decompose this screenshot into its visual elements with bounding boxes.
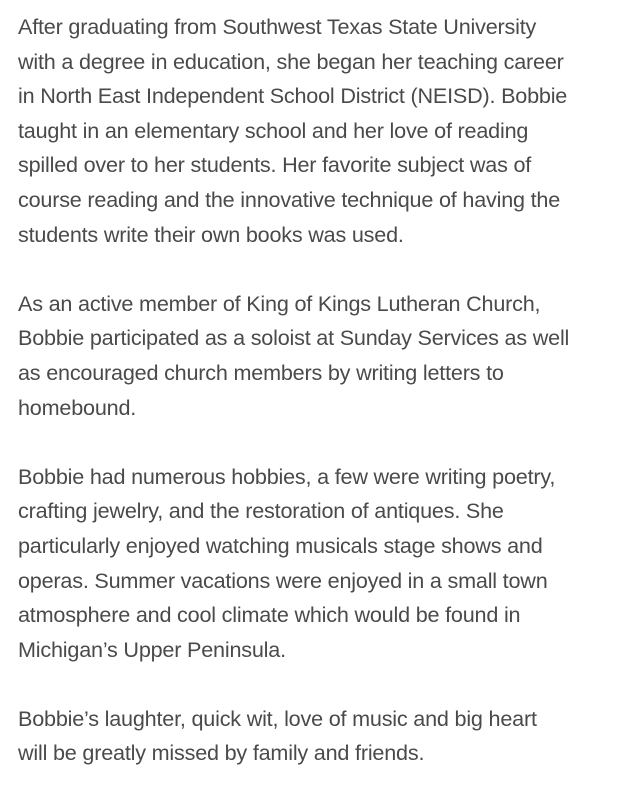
text-line: atmosphere and cool climate which would be found in xyxy=(18,602,521,628)
text-line: in North East Independent School District (NEISD). Bobbie xyxy=(18,83,568,109)
text-line: After graduating from Southwest Texas State University xyxy=(18,14,537,39)
text-line: students write their own books was used. xyxy=(18,221,404,247)
text-line: with a degree in education, she began her teaching career xyxy=(18,48,564,74)
paragraph-hobbies xyxy=(18,460,618,668)
text-line: Bobbie had numerous hobbies, a few were writing poetry, xyxy=(18,463,556,489)
text-line: Bobbie participated as a soloist at Sunday Services as well xyxy=(18,325,570,351)
text-line: crafting jewelry, and the restoration of antiques. She xyxy=(18,498,504,524)
text-line: Michigan’s Upper Peninsula. xyxy=(18,636,286,662)
article-body xyxy=(18,10,618,806)
text-line: particularly enjoyed watching musicals stage shows and xyxy=(18,532,543,558)
text-line: As an active member of King of Kings Lutheran Church, xyxy=(18,290,541,316)
paragraph-closing xyxy=(18,702,618,771)
text-line: as encouraged church members by writing letters to xyxy=(18,359,504,385)
text-line: course reading and the innovative technique of having the xyxy=(18,186,561,212)
text-line: Bobbie’s laughter, quick wit, love of music and big heart xyxy=(18,705,537,731)
text-line: taught in an elementary school and her love of reading xyxy=(18,117,529,143)
text-line: operas. Summer vacations were enjoyed in a small town xyxy=(18,567,548,593)
text-line: will be greatly missed by family and friends. xyxy=(18,740,425,766)
paragraph-church xyxy=(18,287,618,425)
text-line: spilled over to her students. Her favorite subject was of xyxy=(18,152,532,178)
text-line: homebound. xyxy=(18,394,137,420)
paragraph-career xyxy=(18,10,618,252)
